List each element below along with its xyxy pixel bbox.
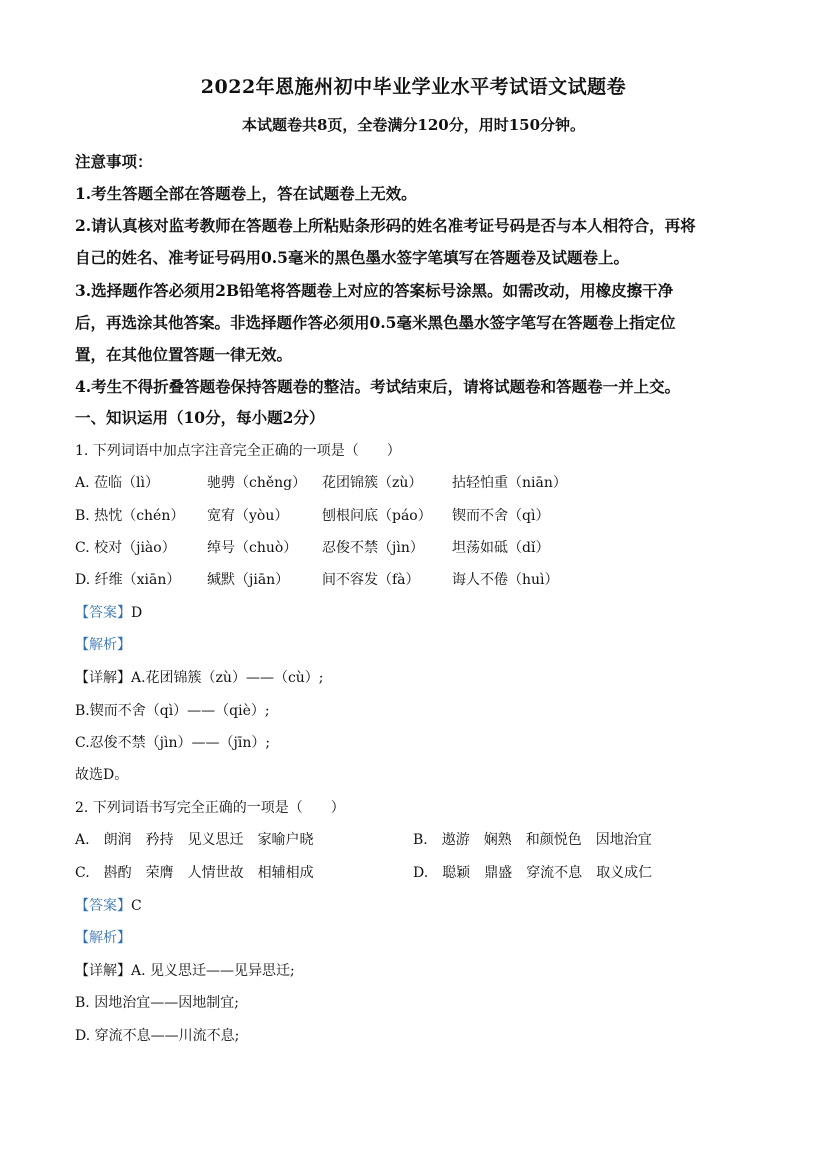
option-item: A. 莅临（lì） — [75, 475, 159, 491]
detail-line: 故选D。 — [75, 767, 129, 783]
answer-value: D — [131, 605, 143, 621]
option-word: 因地治宜 — [595, 832, 652, 848]
answer-line — [75, 895, 142, 915]
notice-line: 后，再选涂其他答案。非选择题作答必须用0.5毫米黑色墨水签字笔写在答题卷上指定位 — [75, 313, 676, 332]
notice-line: 2.请认真核对监考教师在答题卷上所粘贴条形码的姓名准考证号码是否与本人相符合，再将 — [75, 216, 696, 235]
option-item: 拈轻怕重（niān） — [452, 475, 567, 491]
detail-label: 【详解】 — [75, 963, 131, 979]
option-word: 鼎盛 — [484, 865, 513, 881]
option-b — [413, 829, 666, 849]
option-item: 间不容发（fà） — [322, 572, 420, 588]
detail-text: A. 见义思迁——见异思迁; — [131, 963, 295, 979]
notice-line: 自己的姓名、准考证号码用0.5毫米的黑色墨水签字笔填写在答题卷及试题卷上。 — [75, 248, 629, 267]
option-row-d — [75, 569, 559, 589]
notice-line: 1.考生答题全部在答题卷上，答在试题卷上无效。 — [75, 184, 417, 203]
option-item: 缄默（jiān） — [207, 572, 290, 588]
option-item: 诲人不倦（huì） — [452, 572, 559, 588]
question-stem: 1. 下列词语中加点字注音完全正确的一项是（ ） — [75, 443, 401, 459]
option-word: 遨游 — [441, 832, 470, 848]
option-row-c — [75, 537, 549, 557]
question-stem: 2. 下列词语书写完全正确的一项是（ ） — [75, 800, 345, 816]
detail-line: B.锲而不舍（qì）——（qiè）; — [75, 703, 270, 719]
detail-line: B. 因地治宜——因地制宜; — [75, 995, 239, 1011]
answer-label: 【答案】 — [75, 898, 131, 914]
detail-line — [75, 960, 295, 980]
option-letter: A. — [75, 832, 90, 848]
option-letter: B. — [413, 832, 428, 848]
option-item: 坦荡如砥（dǐ） — [452, 540, 550, 556]
option-item: 花团锦簇（zù） — [322, 475, 423, 491]
option-word: 荣膺 — [145, 865, 174, 881]
option-row-a — [75, 472, 567, 492]
option-word: 相辅相成 — [257, 865, 314, 881]
detail-line: D. 穿流不息——川流不息; — [75, 1028, 240, 1044]
notice-line: 置，在其他位置答题一律无效。 — [75, 345, 293, 364]
option-word: 穿流不息 — [526, 865, 583, 881]
option-item: C. 校对（jiào） — [75, 540, 176, 556]
detail-text: A.花团锦簇（zù）——（cù）; — [131, 670, 324, 686]
detail-line: C.忍俊不禁（jìn）——（jīn）; — [75, 735, 271, 751]
option-word: 朗润 — [103, 832, 132, 848]
answer-value: C — [131, 898, 142, 914]
option-word: 娴熟 — [483, 832, 512, 848]
option-word: 取义成仁 — [596, 865, 653, 881]
section-heading: 一、知识运用（10分，每小题2分） — [75, 408, 325, 427]
option-word: 家喻户晓 — [257, 832, 314, 848]
answer-label: 【答案】 — [75, 605, 131, 621]
option-word: 和颜悦色 — [525, 832, 582, 848]
option-item: 驰骋（chěng） — [207, 475, 307, 491]
option-item: 锲而不舍（qì） — [452, 508, 550, 524]
option-word: 斟酌 — [103, 865, 132, 881]
page-subtitle: 本试题卷共8页，全卷满分120分，用时150分钟。 — [241, 116, 586, 134]
option-d — [413, 862, 666, 882]
analysis-label: 【解析】 — [75, 637, 131, 653]
answer-line — [75, 602, 142, 622]
detail-line — [75, 667, 324, 687]
option-word: 人情世故 — [187, 865, 244, 881]
option-item: 绰号（chuò） — [207, 540, 298, 556]
option-word: 见义思迁 — [187, 832, 244, 848]
option-letter: C. — [75, 865, 90, 881]
option-word: 聪颖 — [442, 865, 471, 881]
option-a — [75, 829, 328, 849]
option-item: B. 热忱（chén） — [75, 508, 185, 524]
option-item: D. 纤维（xiān） — [75, 572, 181, 588]
option-c — [75, 862, 328, 882]
option-row-b — [75, 505, 549, 525]
option-item: 忍俊不禁（jìn） — [322, 540, 424, 556]
page-title: 2022年恩施州初中毕业学业水平考试语文试题卷 — [200, 76, 627, 98]
analysis-label: 【解析】 — [75, 930, 131, 946]
option-word: 矜持 — [145, 832, 174, 848]
detail-label: 【详解】 — [75, 670, 131, 686]
option-letter: D. — [413, 865, 429, 881]
notice-line: 4.考生不得折叠答题卷保持答题卷的整洁。考试结束后，请将试题卷和答题卷一并上交。 — [75, 377, 681, 396]
notice-line: 3.选择题作答必须用2B铅笔将答题卷上对应的答案标号涂黑。如需改动，用橡皮擦干净 — [75, 281, 674, 300]
option-item: 刨根问底（páo） — [322, 508, 432, 524]
notice-heading: 注意事项： — [75, 152, 153, 171]
option-item: 宽宥（yòu） — [207, 508, 289, 524]
